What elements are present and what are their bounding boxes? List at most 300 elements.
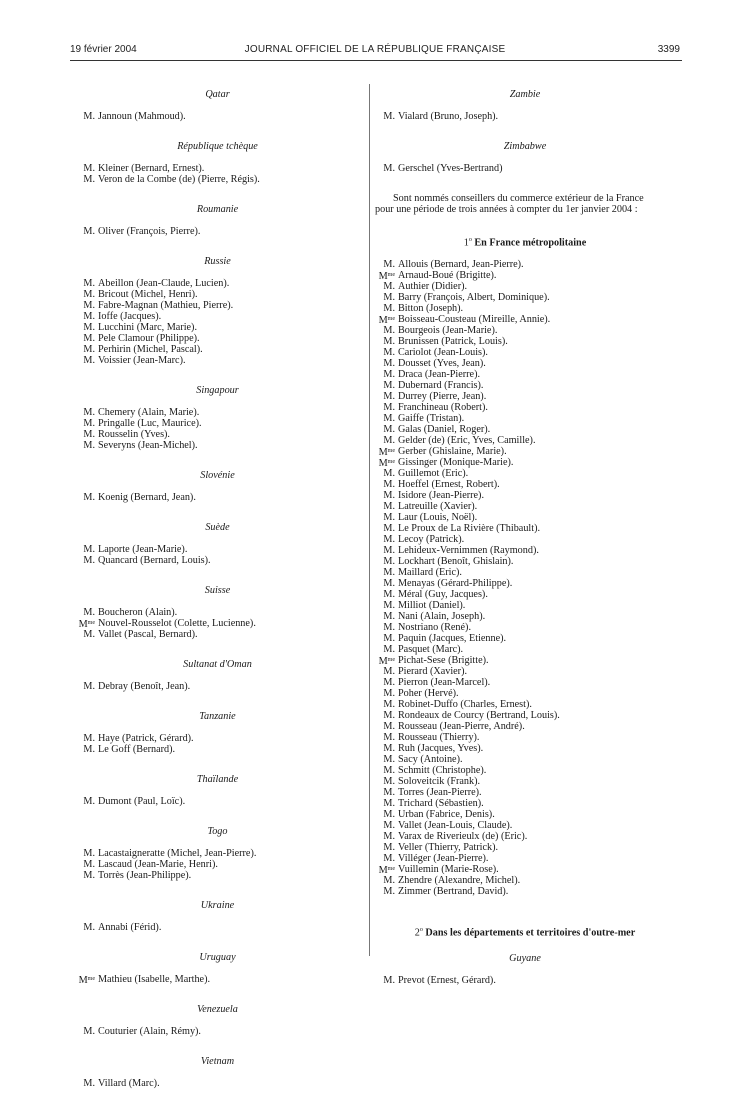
person-name: Authier (Didier). (398, 281, 468, 293)
subheading-2-sup: o (419, 927, 423, 934)
person-name: Pichat-Sese (Brigitte). (398, 655, 489, 667)
civility: M. (83, 429, 95, 440)
person-name: Torres (Jean-Pierre). (398, 787, 482, 799)
person-name: Chemery (Alain, Marie). (98, 407, 200, 418)
list-item (75, 629, 360, 640)
country-list (75, 922, 360, 933)
country-list (75, 492, 360, 503)
list-item (375, 644, 675, 655)
list-item (75, 555, 360, 566)
list-item (75, 355, 360, 366)
list-item (75, 1026, 360, 1037)
civility: M. (83, 111, 95, 122)
civility: $M^{me}$ (378, 458, 395, 470)
person-name: Le Goff (Bernard). (98, 744, 176, 755)
person-name: Debray (Benoît, Jean). (98, 681, 191, 692)
country-list (75, 111, 360, 122)
civility: M. (83, 344, 95, 355)
civility: M. (383, 820, 395, 832)
list-item (75, 407, 360, 418)
person-name: Trichard (Sébastien). (398, 798, 484, 810)
list-item (75, 300, 360, 311)
list-item (375, 765, 675, 776)
list-item (375, 369, 675, 380)
civility: M. (383, 523, 395, 535)
civility: M. (83, 1026, 95, 1037)
country-heading: Roumanie (196, 204, 239, 215)
list-item (375, 622, 675, 633)
list-item (375, 864, 675, 875)
list-item (375, 457, 675, 468)
list-item (375, 699, 675, 710)
header-rule (70, 60, 682, 61)
list-item (375, 886, 675, 897)
list-item (375, 281, 675, 292)
civility: M. (83, 848, 95, 859)
person-name: Koenig (Bernard, Jean). (98, 492, 196, 503)
country-heading: Tanzanie (199, 711, 236, 722)
civility: M. (83, 870, 95, 881)
list-item (375, 600, 675, 611)
civility: M. (383, 336, 395, 348)
person-name: Pierron (Jean-Marcel). (398, 677, 491, 689)
civility: M. (383, 809, 395, 821)
civility: M. (383, 611, 395, 623)
column-divider (369, 84, 370, 956)
country-list (75, 681, 360, 692)
list-item (75, 278, 360, 289)
country-heading: Vietnam (200, 1056, 235, 1067)
country-list (75, 163, 360, 185)
civility: M. (383, 886, 395, 898)
civility: $M^{me}$ (78, 975, 95, 986)
person-name: Voissier (Jean-Marc). (98, 355, 186, 366)
list-item (75, 974, 360, 985)
list-item (375, 776, 675, 787)
civility: M. (383, 787, 395, 799)
left-column (75, 89, 360, 1108)
list-item (75, 344, 360, 355)
list-item (375, 325, 675, 336)
person-name: Kleiner (Bernard, Ernest). (98, 163, 205, 174)
list-item (375, 787, 675, 798)
person-name: Oliver (François, Pierre). (98, 226, 201, 237)
list-item (75, 333, 360, 344)
list-item (375, 975, 675, 986)
subheading-outre-mer (375, 925, 675, 938)
person-name: Annabi (Férid). (98, 922, 162, 933)
list-item (75, 418, 360, 429)
list-item (375, 809, 675, 820)
person-name: Méral (Guy, Jacques). (398, 589, 488, 601)
list-item (375, 710, 675, 721)
civility: M. (383, 259, 395, 271)
country-list (375, 111, 675, 122)
subheading-1-sup: o (468, 237, 472, 243)
person-name: Zhendre (Alexandre, Michel). (398, 875, 521, 887)
list-item (75, 922, 360, 933)
civility: M. (383, 369, 395, 381)
country-heading: Togo (207, 826, 228, 837)
person-name: Gelder (de) (Eric, Yves, Camille). (398, 435, 536, 447)
civility: M. (383, 292, 395, 304)
civility: M. (383, 578, 395, 590)
person-name: Gerschel (Yves-Bertrand) (398, 163, 503, 174)
person-name: Lascaud (Jean-Marie, Henri). (98, 859, 218, 870)
person-name: Allouis (Bernard, Jean-Pierre). (398, 259, 524, 271)
country-list (75, 796, 360, 807)
person-name: Nani (Alain, Joseph). (398, 611, 486, 623)
civility: M. (383, 743, 395, 755)
person-name: Haye (Patrick, Gérard). (98, 733, 194, 744)
list-item (375, 666, 675, 677)
civility: M. (83, 922, 95, 933)
person-name: Galas (Daniel, Roger). (398, 424, 491, 436)
civility: M. (383, 556, 395, 568)
civility: M. (83, 555, 95, 566)
civility: M. (83, 278, 95, 289)
country-list (375, 163, 675, 174)
civility: M. (83, 733, 95, 744)
civility: $M^{me}$ (378, 315, 395, 327)
person-name: Vialard (Bruno, Joseph). (398, 111, 499, 122)
civility: M. (383, 765, 395, 777)
civility: M. (83, 859, 95, 870)
person-name: Ruh (Jacques, Yves). (398, 743, 484, 755)
person-name: Nouvel-Rousselot (Colette, Lucienne). (98, 618, 256, 629)
civility: M. (83, 440, 95, 451)
person-name: Vallet (Jean-Louis, Claude). (398, 820, 513, 832)
person-name: Paquin (Jacques, Etienne). (398, 633, 507, 645)
person-name: Ioffe (Jacques). (98, 311, 162, 322)
list-item (75, 289, 360, 300)
list-item (375, 270, 675, 281)
list-item (375, 523, 675, 534)
list-item (375, 567, 675, 578)
country-heading: Guyane (509, 952, 541, 964)
person-name: Poher (Hervé). (398, 688, 459, 700)
civility: M. (383, 600, 395, 612)
list-item (75, 796, 360, 807)
subheading-1-text: En France métropolitaine (471, 237, 587, 249)
person-name: Arnaud-Boué (Brigitte). (398, 270, 497, 282)
civility: M. (383, 732, 395, 744)
civility: M. (383, 721, 395, 733)
list-item (375, 534, 675, 545)
civility: $M^{me}$ (378, 656, 395, 668)
civility: M. (383, 677, 395, 689)
person-name: Sacy (Antoine). (398, 754, 463, 766)
country-list (75, 544, 360, 566)
list-item (375, 798, 675, 809)
country-heading: République tchèque (177, 141, 258, 152)
list-item (375, 545, 675, 556)
civility: M. (383, 358, 395, 370)
civility: M. (383, 666, 395, 678)
country-list (75, 607, 360, 640)
civility: M. (383, 853, 395, 865)
journal-title: JOURNAL OFFICIEL DE LA RÉPUBLIQUE FRANÇAISE (244, 44, 506, 55)
list-item (75, 859, 360, 870)
civility: M. (83, 629, 95, 640)
person-name: Draca (Jean-Pierre). (398, 369, 481, 381)
civility: M. (383, 875, 395, 887)
person-name: Quancard (Bernard, Louis). (98, 555, 211, 566)
civility: M. (383, 754, 395, 766)
civility: M. (383, 644, 395, 656)
country-heading: Ukraine (200, 900, 235, 911)
person-name: Severyns (Jean-Michel). (98, 440, 198, 451)
civility: M. (383, 380, 395, 392)
list-item (375, 754, 675, 765)
list-item (75, 429, 360, 440)
civility: M. (383, 325, 395, 337)
person-name: Urban (Fabrice, Denis). (398, 809, 495, 821)
person-name: Pele Clamour (Philippe). (98, 333, 200, 344)
list-item (375, 347, 675, 358)
civility: M. (383, 490, 395, 502)
civility: M. (383, 842, 395, 854)
person-name: Guillemot (Eric). (398, 468, 469, 480)
person-name: Lockhart (Benoît, Ghislain). (398, 556, 514, 568)
person-name: Abeillon (Jean-Claude, Lucien). (98, 278, 230, 289)
person-name: Bricout (Michel, Henri). (98, 289, 198, 300)
list-item (75, 163, 360, 174)
civility: M. (83, 322, 95, 333)
list-item (375, 413, 675, 424)
list-item (375, 743, 675, 754)
civility: M. (83, 796, 95, 807)
subheading-metropole (375, 235, 675, 248)
person-name: Hoeffel (Ernest, Robert). (398, 479, 500, 491)
civility: $M^{me}$ (378, 447, 395, 459)
country-heading: Suisse (204, 585, 231, 596)
list-item (375, 831, 675, 842)
civility: M. (383, 699, 395, 711)
person-name: Gissinger (Monique-Marie). (398, 457, 514, 469)
civility: M. (83, 607, 95, 618)
person-name: Jannoun (Mahmoud). (98, 111, 186, 122)
civility: M. (383, 281, 395, 293)
civility: M. (83, 1078, 95, 1089)
civility: M. (383, 974, 395, 986)
person-name: Veron de la Combe (de) (Pierre, Régis). (98, 174, 260, 185)
civility: M. (83, 681, 95, 692)
list-item (375, 468, 675, 479)
civility: M. (383, 479, 395, 491)
person-name: Lucchini (Marc, Marie). (98, 322, 197, 333)
civility: M. (383, 589, 395, 601)
person-name: Villard (Marc). (98, 1078, 160, 1089)
civility: M. (383, 688, 395, 700)
page-header (70, 44, 680, 58)
person-name: Cariolot (Jean-Louis). (398, 347, 488, 359)
list-item (375, 402, 675, 413)
list-item (375, 479, 675, 490)
list-item (75, 322, 360, 333)
civility: M. (383, 534, 395, 546)
civility: M. (383, 776, 395, 788)
person-name: Zimmer (Bertrand, David). (398, 886, 509, 898)
civility: M. (83, 407, 95, 418)
person-name: Schmitt (Christophe). (398, 765, 487, 777)
country-list (375, 975, 675, 986)
person-name: Rondeaux de Courcy (Bertrand, Louis). (398, 710, 560, 722)
person-name: Pierard (Xavier). (398, 666, 468, 678)
country-heading: Uruguay (199, 952, 236, 963)
country-heading: Suède (205, 522, 230, 533)
civility: M. (383, 402, 395, 414)
person-name: Milliot (Daniel). (398, 600, 466, 612)
country-heading: Qatar (205, 89, 230, 100)
list-item (375, 578, 675, 589)
civility: M. (83, 174, 95, 185)
country-list (75, 733, 360, 755)
list-item (375, 633, 675, 644)
civility: M. (383, 710, 395, 722)
person-name: Barry (François, Albert, Dominique). (398, 292, 550, 304)
person-name: Rousselin (Yves). (98, 429, 170, 440)
person-name: Prevot (Ernest, Gérard). (398, 974, 496, 986)
person-name: Gerber (Ghislaine, Marie). (398, 446, 507, 458)
person-name: Couturier (Alain, Rémy). (98, 1026, 201, 1037)
person-name: Robinet-Duffo (Charles, Ernest). (398, 699, 532, 711)
country-list (75, 848, 360, 881)
civility: M. (383, 163, 395, 174)
civility: M. (83, 163, 95, 174)
paragraph-line-1: Sont nommés conseillers du commerce extérieur de la France (393, 193, 644, 204)
list-item (75, 733, 360, 744)
appointment-paragraph (375, 193, 675, 215)
list-item (375, 556, 675, 567)
civility: M. (383, 435, 395, 447)
list-item (375, 111, 675, 122)
person-name: Brunissen (Patrick, Louis). (398, 336, 508, 348)
person-name: Laporte (Jean-Marie). (98, 544, 188, 555)
list-item (375, 446, 675, 457)
list-item (375, 358, 675, 369)
civility: M. (383, 391, 395, 403)
civility: M. (383, 424, 395, 436)
header-date: 19 février 2004 (70, 44, 137, 55)
list-item (375, 314, 675, 325)
list-item (75, 174, 360, 185)
civility: M. (383, 501, 395, 513)
metropole-list (375, 259, 675, 897)
civility: M. (83, 300, 95, 311)
list-item (75, 848, 360, 859)
civility: M. (83, 492, 95, 503)
list-item (375, 336, 675, 347)
list-item (375, 501, 675, 512)
list-item (375, 853, 675, 864)
list-item (75, 870, 360, 881)
person-name: Maillard (Eric). (398, 567, 462, 579)
list-item (75, 111, 360, 122)
list-item (375, 380, 675, 391)
person-name: Vallet (Pascal, Bernard). (98, 629, 198, 640)
list-item (375, 655, 675, 666)
person-name: Laur (Louis, Noël). (398, 512, 478, 524)
list-item (375, 589, 675, 600)
civility: M. (83, 333, 95, 344)
list-item (75, 681, 360, 692)
person-name: Mathieu (Isabelle, Marthe). (98, 974, 211, 985)
civility: $M^{me}$ (378, 271, 395, 283)
page-number: 3399 (657, 44, 680, 55)
list-item (375, 163, 675, 174)
civility: M. (383, 545, 395, 557)
civility: M. (83, 226, 95, 237)
person-name: Rousseau (Jean-Pierre, André). (398, 721, 525, 733)
list-item (375, 424, 675, 435)
list-item (375, 688, 675, 699)
person-name: Pringalle (Luc, Maurice). (98, 418, 202, 429)
person-name: Franchineau (Robert). (398, 402, 488, 414)
country-heading: Sultanat d'Oman (183, 659, 252, 670)
country-list (75, 974, 360, 985)
country-heading: Slovénie (200, 470, 235, 481)
list-item (75, 492, 360, 503)
person-name: Bitton (Joseph). (398, 303, 464, 315)
civility: M. (383, 622, 395, 634)
civility: M. (383, 303, 395, 315)
person-name: Latreuille (Xavier). (398, 501, 478, 513)
list-item (375, 721, 675, 732)
person-name: Dousset (Yves, Jean). (398, 358, 486, 370)
civility: M. (83, 744, 95, 755)
civility: M. (83, 289, 95, 300)
paragraph-line-2: pour une période de trois années à compter du 1er janvier 2004 : (375, 204, 638, 215)
list-item (75, 226, 360, 237)
person-name: Lecoy (Patrick). (398, 534, 465, 546)
list-item (75, 544, 360, 555)
list-item (375, 435, 675, 446)
list-item (375, 820, 675, 831)
person-name: Lehideux-Vernimmen (Raymond). (398, 545, 539, 557)
list-item (375, 842, 675, 853)
civility: M. (383, 347, 395, 359)
right-bottom-sections (375, 953, 675, 986)
list-item (375, 391, 675, 402)
list-item (375, 292, 675, 303)
person-name: Perhirin (Michel, Pascal). (98, 344, 203, 355)
subheading-2-text: Dans les départements et territoires d'outre-mer (422, 927, 636, 939)
list-item (375, 677, 675, 688)
civility: M. (83, 544, 95, 555)
person-name: Soloveitcik (Frank). (398, 776, 481, 788)
person-name: Durrey (Pierre, Jean). (398, 391, 487, 403)
civility: M. (83, 418, 95, 429)
list-item (75, 618, 360, 629)
person-name: Veller (Thierry, Patrick). (398, 842, 499, 854)
right-column (375, 89, 675, 1005)
list-item (75, 1078, 360, 1089)
list-item (75, 607, 360, 618)
civility: M. (383, 468, 395, 480)
list-item (375, 732, 675, 743)
civility: M. (383, 633, 395, 645)
subheading-1-number: 1 (463, 237, 469, 249)
civility: M. (83, 311, 95, 322)
person-name: Dumont (Paul, Loïc). (98, 796, 186, 807)
civility: M. (383, 512, 395, 524)
person-name: Boisseau-Cousteau (Mireille, Annie). (398, 314, 551, 326)
list-item (75, 744, 360, 755)
person-name: Nostriano (René). (398, 622, 471, 634)
civility: M. (383, 111, 395, 122)
list-item (375, 259, 675, 270)
